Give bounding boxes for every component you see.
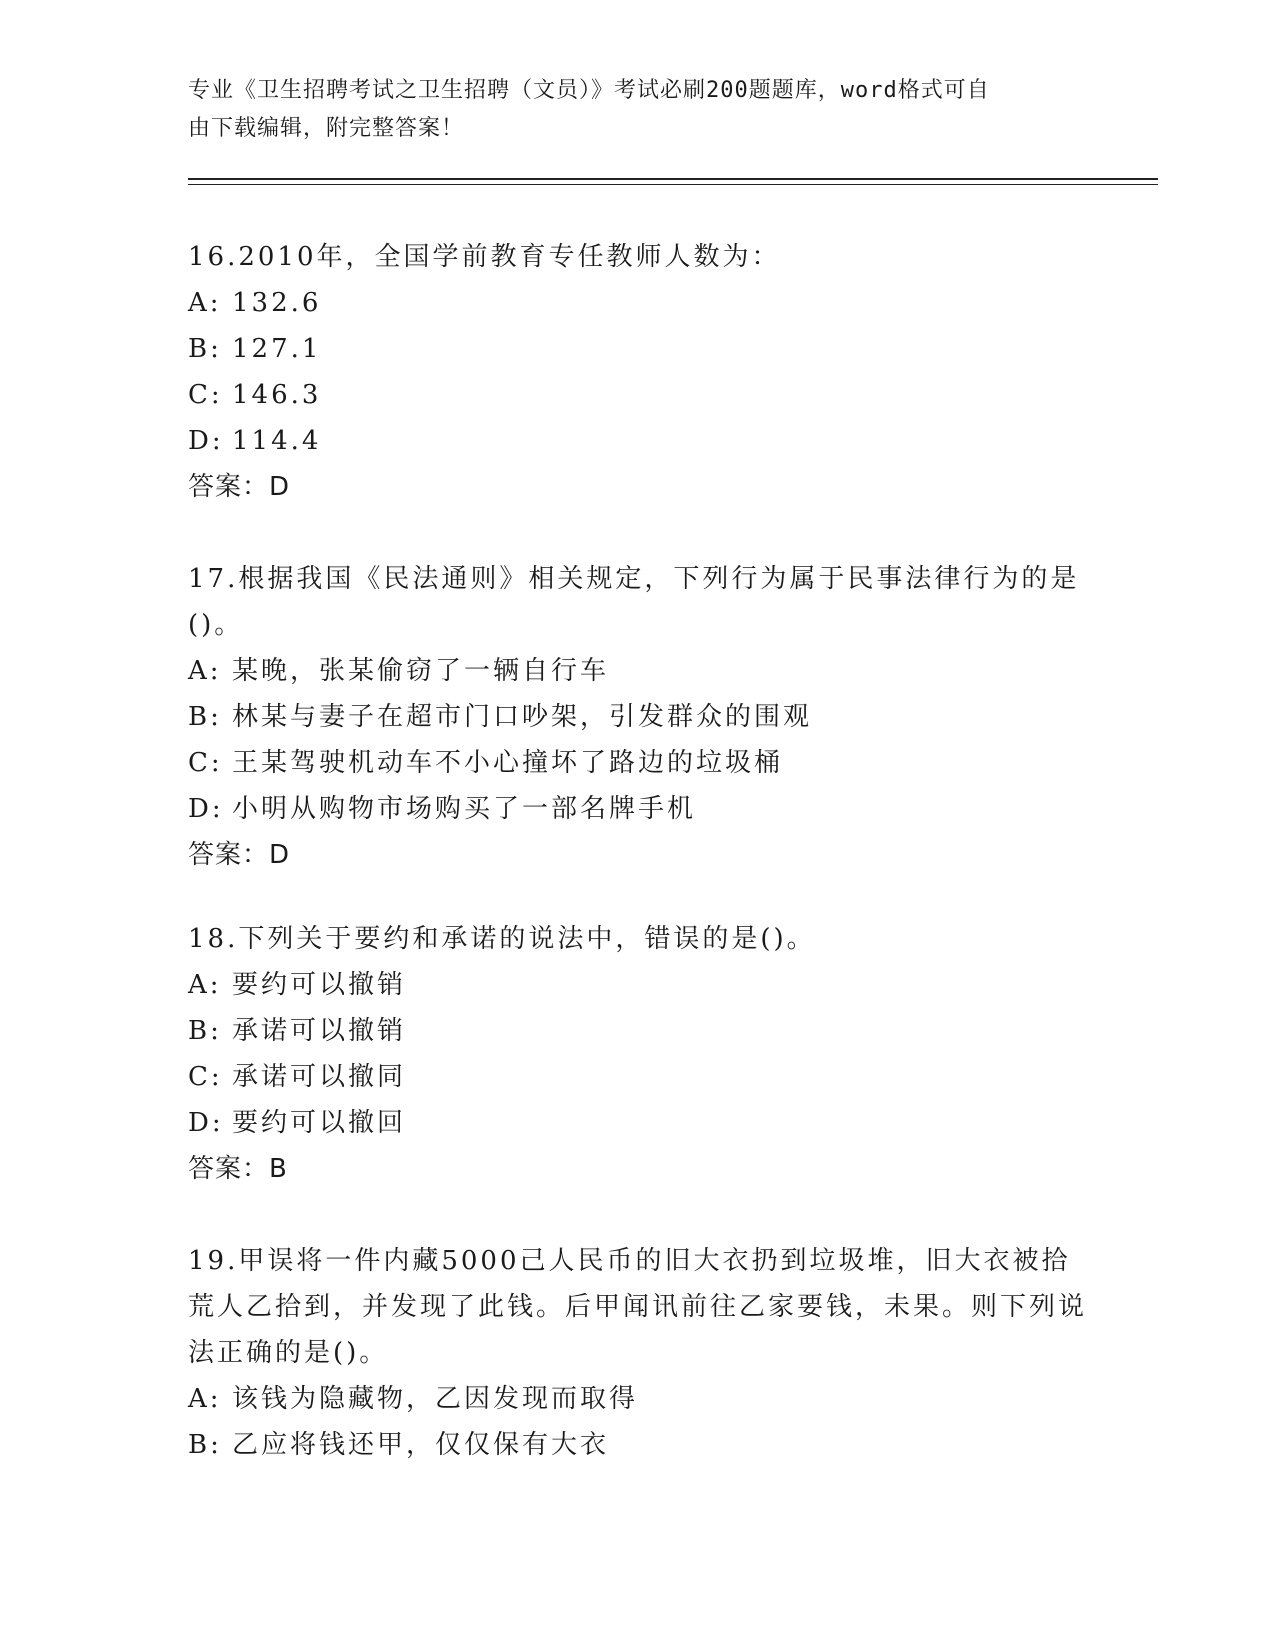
option-c bbox=[188, 1054, 1088, 1100]
option-b bbox=[188, 1008, 1088, 1054]
question-stem: 16.2010年，全国学前教育专任教师人数为： bbox=[188, 242, 781, 272]
option-letter: D: bbox=[188, 794, 224, 824]
question-stem: 18.下列关于要约和承诺的说法中，错误的是()。 bbox=[188, 924, 816, 954]
option-c bbox=[188, 740, 1088, 786]
option-b bbox=[188, 1422, 1088, 1468]
option-letter: B: bbox=[188, 1016, 222, 1046]
option-letter: B: bbox=[188, 1430, 222, 1460]
question-18 bbox=[188, 916, 1088, 1192]
option-letter: A: bbox=[188, 970, 222, 1000]
header-line-1: 专业《卫生招聘考试之卫生招聘（文员）》考试必刷200题题库，word格式可自 bbox=[188, 78, 990, 103]
option-letter: D: bbox=[188, 1108, 224, 1138]
option-a bbox=[188, 962, 1088, 1008]
question-stem: 19.甲误将一件内藏5000己人民币的旧大衣扔到垃圾堆，旧大衣被拾荒人乙拾到，并发现了此钱。后甲闻讯前往乙家要钱，未果。则下列说法正确的是()。 bbox=[188, 1246, 1088, 1368]
option-text: 146.3 bbox=[232, 380, 322, 410]
option-text: 114.4 bbox=[232, 426, 322, 456]
option-letter: C: bbox=[188, 380, 223, 410]
question-17 bbox=[188, 556, 1088, 878]
option-letter: B: bbox=[188, 334, 222, 364]
header-divider-thick bbox=[188, 178, 1158, 180]
option-letter: A: bbox=[188, 288, 222, 318]
option-text: 小明从购物市场购买了一部名牌手机 bbox=[232, 794, 697, 824]
option-text: 要约可以撤回 bbox=[232, 1108, 407, 1138]
option-letter: D: bbox=[188, 426, 224, 456]
question-16 bbox=[188, 234, 1088, 510]
option-letter: C: bbox=[188, 1062, 223, 1092]
option-b bbox=[188, 694, 1088, 740]
answer-line: 答案：B bbox=[188, 1154, 288, 1184]
option-b bbox=[188, 326, 1088, 372]
option-text: 132.6 bbox=[232, 288, 322, 318]
option-d bbox=[188, 786, 1088, 832]
option-letter: A: bbox=[188, 656, 222, 686]
document-header bbox=[188, 72, 1088, 148]
option-text: 王某驾驶机动车不小心撞坏了路边的垃圾桶 bbox=[232, 748, 784, 778]
option-text: 要约可以撤销 bbox=[232, 970, 407, 1000]
option-letter: A: bbox=[188, 1384, 222, 1414]
question-stem: 17.根据我国《民法通则》相关规定，下列行为属于民事法律行为的是()。 bbox=[188, 564, 1080, 640]
option-a bbox=[188, 1376, 1088, 1422]
option-d bbox=[188, 418, 1088, 464]
option-text: 林某与妻子在超市门口吵架，引发群众的围观 bbox=[232, 702, 813, 732]
option-a bbox=[188, 648, 1088, 694]
header-divider-thin bbox=[188, 184, 1158, 185]
option-text: 该钱为隐藏物，乙因发现而取得 bbox=[232, 1384, 639, 1414]
option-text: 乙应将钱还甲，仅仅保有大衣 bbox=[232, 1430, 610, 1460]
question-19 bbox=[188, 1238, 1088, 1468]
header-line-2: 由下载编辑，附完整答案！ bbox=[188, 116, 465, 141]
option-text: 承诺可以撤同 bbox=[232, 1062, 407, 1092]
option-text: 某晚，张某偷窃了一辆自行车 bbox=[232, 656, 610, 686]
option-letter: C: bbox=[188, 748, 223, 778]
option-a bbox=[188, 280, 1088, 326]
option-d bbox=[188, 1100, 1088, 1146]
option-text: 承诺可以撤销 bbox=[232, 1016, 407, 1046]
option-text: 127.1 bbox=[232, 334, 322, 364]
option-letter: B: bbox=[188, 702, 222, 732]
answer-line: 答案：D bbox=[188, 840, 291, 870]
option-c bbox=[188, 372, 1088, 418]
answer-line: 答案：D bbox=[188, 472, 291, 502]
